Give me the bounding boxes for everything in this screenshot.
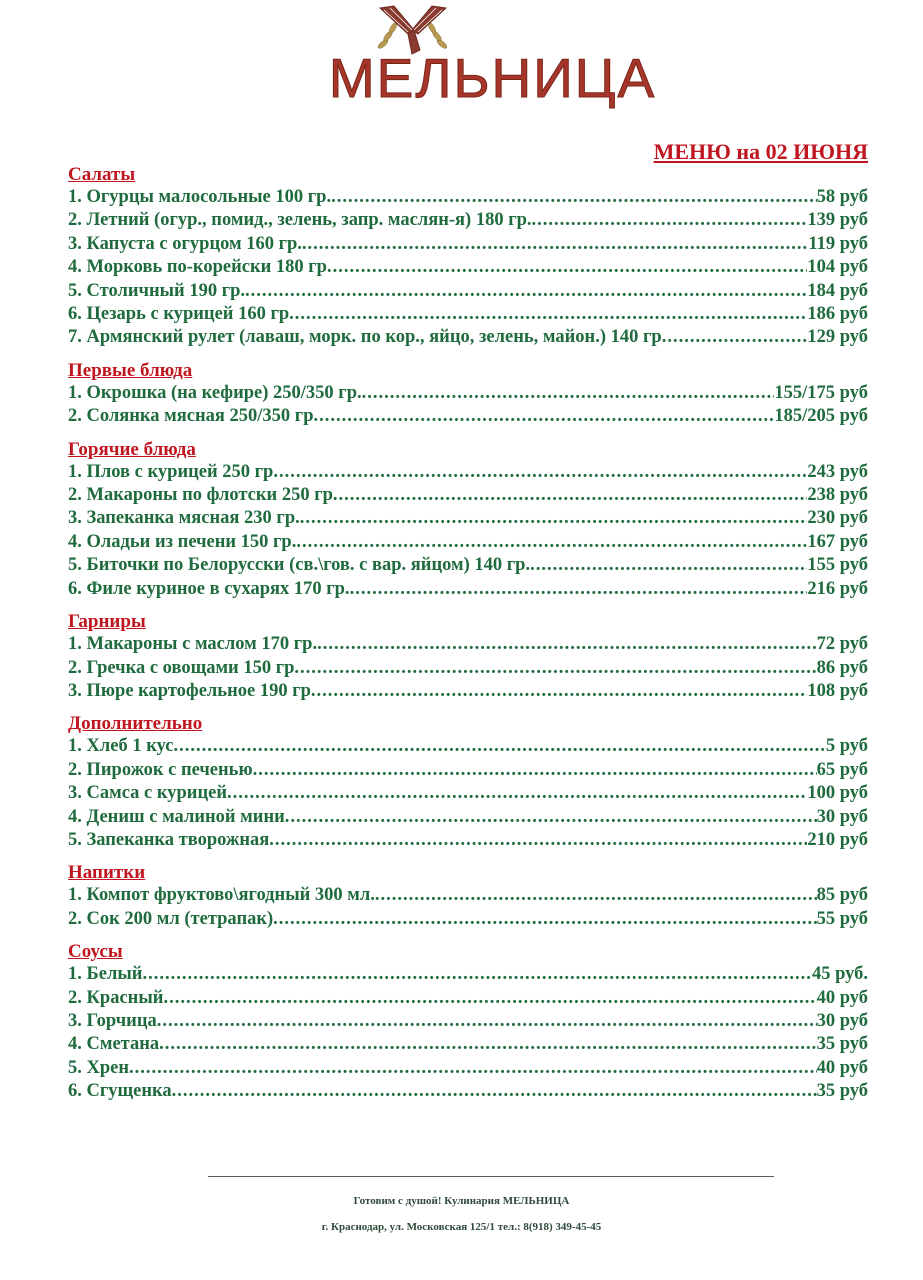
menu-item <box>68 633 868 656</box>
dot-leader <box>269 829 807 852</box>
section-title: Гарниры <box>68 611 146 633</box>
item-name: 2. Гречка с овощами 150 гр <box>68 657 295 678</box>
dot-leader <box>300 507 808 530</box>
dot-leader <box>333 484 807 507</box>
item-price: 185/205 руб <box>774 406 868 427</box>
menu-section <box>68 439 868 601</box>
item-price: 55 руб <box>816 908 868 929</box>
menu-item <box>68 531 868 554</box>
dot-leader <box>302 233 808 256</box>
menu-item <box>68 963 868 986</box>
dot-leader <box>174 735 826 758</box>
dot-leader <box>142 963 812 986</box>
menu-item <box>68 326 868 349</box>
item-name: 1. Огурцы малосольные 100 гр. <box>68 187 332 207</box>
item-name: 2. Солянка мясная 250/350 гр <box>68 406 314 427</box>
item-name: 1. Белый <box>68 964 143 985</box>
item-name: 6. Сгущенка <box>68 1081 172 1102</box>
menu-item <box>68 507 868 530</box>
item-price: 167 руб <box>807 531 868 552</box>
menu-section <box>68 862 868 931</box>
menu-list <box>68 164 868 1114</box>
item-price: 40 руб <box>816 1057 868 1078</box>
dot-leader <box>227 782 807 805</box>
menu-item <box>68 209 868 232</box>
section-title: Соусы <box>68 941 123 963</box>
footer-divider <box>208 1176 774 1177</box>
item-price: 35 руб <box>816 1081 868 1102</box>
menu-title: МЕНЮ на 02 ИЮНЯ <box>653 139 868 164</box>
menu-item <box>68 1080 868 1103</box>
item-price: 186 руб <box>807 304 868 325</box>
menu-section <box>68 360 868 429</box>
item-name: 4. Морковь по-корейски 180 гр <box>68 257 327 278</box>
dot-leader <box>375 884 817 907</box>
item-price: 40 руб <box>816 987 868 1008</box>
item-name: 5. Столичный 190 гр. <box>68 280 246 301</box>
dot-leader <box>273 461 807 484</box>
dot-leader <box>296 531 807 554</box>
dot-leader <box>532 209 808 232</box>
dot-leader <box>314 405 775 428</box>
item-price: 5 руб <box>825 736 868 757</box>
dot-leader <box>311 680 807 703</box>
item-price: 72 руб <box>816 634 868 655</box>
dot-leader <box>530 554 807 577</box>
menu-item <box>68 484 868 507</box>
dot-leader <box>662 326 808 349</box>
item-name: 5. Запеканка творожная <box>68 829 270 850</box>
item-name: 2. Макароны по флотски 250 гр <box>68 485 333 506</box>
item-price: 243 руб <box>807 461 868 482</box>
section-title: Напитки <box>68 862 146 884</box>
item-price: 216 руб <box>807 578 868 599</box>
dot-leader <box>294 657 816 680</box>
menu-item <box>68 806 868 829</box>
menu-item <box>68 233 868 256</box>
item-name: 4. Оладьи из печени 150 гр. <box>68 531 297 552</box>
item-price: 65 руб <box>816 759 868 780</box>
item-name: 1. Хлеб 1 кус <box>68 736 174 757</box>
item-price: 86 руб <box>816 657 868 678</box>
dot-leader <box>362 382 775 405</box>
item-name: 1. Окрошка (на кефире) 250/350 гр. <box>68 382 362 403</box>
dot-leader <box>245 280 807 303</box>
menu-item <box>68 884 868 907</box>
menu-section <box>68 611 868 703</box>
menu-item <box>68 1033 868 1056</box>
menu-section <box>68 713 868 852</box>
item-price: 184 руб <box>807 280 868 301</box>
item-price: 230 руб <box>807 508 868 529</box>
item-name: 3. Запеканка мясная 230 гр. <box>68 508 300 529</box>
menu-item <box>68 735 868 758</box>
item-name: 3. Самса с курицей <box>68 783 227 804</box>
item-name: 6. Филе куриное в сухарях 170 гр. <box>68 578 350 599</box>
logo-text: МЕЛЬНИЦА <box>328 47 657 109</box>
item-price: 30 руб <box>816 1010 868 1031</box>
menu-item <box>68 680 868 703</box>
menu-section <box>68 164 868 350</box>
dot-leader <box>331 186 816 209</box>
menu-item <box>68 382 868 405</box>
dot-leader <box>273 908 816 931</box>
item-name: 3. Горчица <box>68 1010 157 1031</box>
item-price: 139 руб <box>807 210 868 231</box>
menu-item <box>68 256 868 279</box>
menu-item <box>68 303 868 326</box>
dot-leader <box>327 256 807 279</box>
menu-item <box>68 405 868 428</box>
item-name: 3. Капуста с огурцом 160 гр. <box>68 233 302 254</box>
section-title: Салаты <box>68 164 136 185</box>
item-name: 7. Армянский рулет (лаваш, морк. по кор., яйцо, зелень, майон.) 140 гр <box>68 327 662 348</box>
item-price: 155 руб <box>807 555 868 576</box>
dot-leader <box>159 1033 816 1056</box>
section-title: Первые блюда <box>68 359 193 381</box>
footer-slogan: Готовим с душой! Кулинария МЕЛЬНИЦА <box>353 1195 570 1207</box>
item-price: 58 руб <box>816 187 868 207</box>
section-title: Дополнительно <box>68 713 203 735</box>
item-name: 2. Сок 200 мл (тетрапак) <box>68 908 274 929</box>
item-price: 129 руб <box>807 327 868 348</box>
item-name: 6. Цезарь с курицей 160 гр <box>68 304 290 325</box>
dot-leader <box>157 1010 817 1033</box>
dot-leader <box>317 633 816 656</box>
section-title: Горячие блюда <box>68 438 196 460</box>
dot-leader <box>350 578 808 601</box>
item-price: 100 руб <box>807 783 868 804</box>
dot-leader <box>163 987 816 1010</box>
footer-address: г. Краснодар, ул. Московская 125/1 тел.: 8(918) 349-45-45 <box>321 1221 602 1233</box>
item-price: 85 руб <box>816 885 868 906</box>
menu-item <box>68 759 868 782</box>
menu-item <box>68 186 868 209</box>
item-name: 4. Сметана <box>68 1034 160 1055</box>
logo <box>320 2 665 109</box>
menu-item <box>68 1010 868 1033</box>
item-price: 104 руб <box>807 257 868 278</box>
dot-leader <box>172 1080 817 1103</box>
item-name: 4. Дениш с малиной мини <box>68 806 285 827</box>
item-price: 210 руб <box>807 829 868 850</box>
item-price: 155/175 руб <box>774 382 868 403</box>
menu-item <box>68 987 868 1010</box>
item-price: 238 руб <box>807 485 868 506</box>
menu-item <box>68 578 868 601</box>
item-name: 2. Красный <box>68 987 164 1008</box>
menu-item <box>68 461 868 484</box>
item-name: 1. Макароны с маслом 170 гр. <box>68 634 318 655</box>
dot-leader <box>253 759 817 782</box>
menu-item <box>68 657 868 680</box>
item-name: 1. Компот фруктово\ягодный 300 мл. <box>68 885 375 906</box>
item-name: 2. Пирожок с печенью <box>68 759 253 780</box>
item-name: 5. Биточки по Белорусски (св.\гов. с вар. яйцом) 140 гр. <box>68 555 531 576</box>
dot-leader <box>289 303 807 326</box>
item-price: 35 руб <box>816 1034 868 1055</box>
item-price: 45 руб. <box>811 964 868 985</box>
item-name: 3. Пюре картофельное 190 гр <box>68 680 311 701</box>
item-price: 108 руб <box>807 680 868 701</box>
menu-item <box>68 1057 868 1080</box>
menu-section <box>68 941 868 1103</box>
dot-leader <box>285 806 817 829</box>
item-price: 119 руб <box>808 233 868 254</box>
dot-leader <box>129 1057 817 1080</box>
item-price: 30 руб <box>816 806 868 827</box>
menu-item <box>68 908 868 931</box>
item-name: 2. Летний (огур., помид., зелень, запр. маслян-я) 180 гр. <box>68 210 532 231</box>
menu-item <box>68 554 868 577</box>
menu-item <box>68 829 868 852</box>
menu-item <box>68 280 868 303</box>
item-name: 1. Плов с курицей 250 гр <box>68 461 274 482</box>
item-name: 5. Хрен <box>68 1057 130 1078</box>
menu-item <box>68 782 868 805</box>
